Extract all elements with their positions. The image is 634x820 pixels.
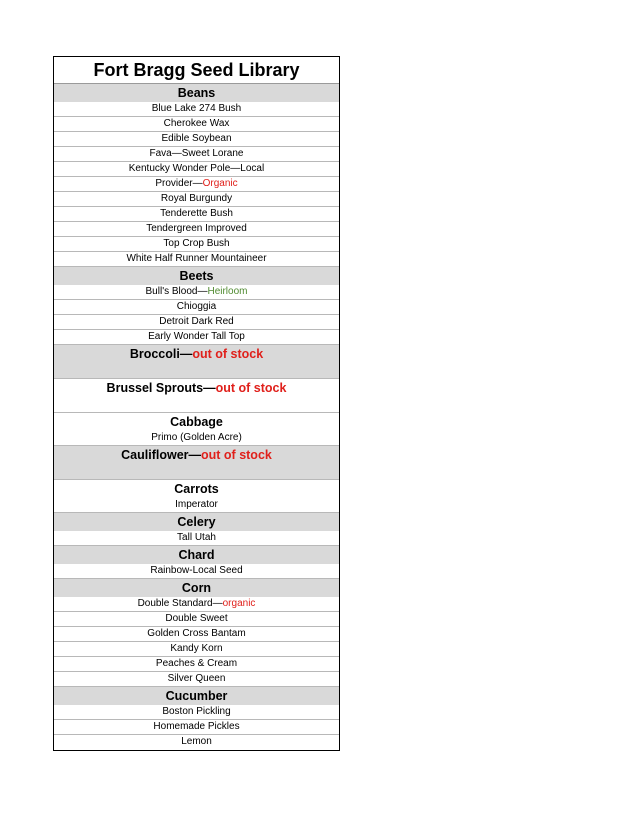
variety-name: Blue Lake 274 Bush	[151, 103, 242, 114]
seed-variety-row	[54, 177, 339, 192]
variety-name: Edible Soybean	[161, 133, 232, 144]
variety-name: Imperator	[175, 499, 218, 510]
seed-variety-row	[54, 627, 339, 642]
variety-name: Royal Burgundy	[160, 193, 233, 204]
seed-variety-row	[54, 720, 339, 735]
variety-name: White Half Runner Mountaineer	[126, 253, 267, 264]
variety-name: Fava—Sweet Lorane	[149, 148, 244, 159]
seed-variety-row	[54, 102, 339, 117]
seed-variety-row	[54, 207, 339, 222]
variety-name: Double Sweet	[165, 613, 228, 624]
category-header	[54, 84, 339, 102]
seed-variety-row	[54, 315, 339, 330]
seed-variety-row	[54, 222, 339, 237]
variety-name: Detroit Dark Red	[159, 316, 234, 327]
variety-name: Provider—	[155, 178, 203, 189]
category-header	[54, 413, 339, 431]
variety-note: Organic	[202, 178, 238, 189]
category-name: Cucumber	[165, 689, 228, 703]
category-header	[54, 687, 339, 705]
category-name: Celery	[177, 515, 216, 529]
category-name: Corn	[181, 581, 212, 595]
seed-variety-row	[54, 330, 339, 345]
empty-row	[54, 465, 339, 480]
seed-variety-row	[54, 597, 339, 612]
variety-name: Rainbow-Local Seed	[150, 565, 243, 576]
category-header	[54, 446, 339, 465]
category-name: Chard	[178, 548, 215, 562]
category-name: Beets	[179, 269, 214, 283]
seed-variety-row	[54, 498, 339, 513]
seed-variety-row	[54, 612, 339, 627]
seed-variety-row	[54, 162, 339, 177]
category-name: Broccoli—	[129, 347, 193, 361]
empty-row	[54, 364, 339, 379]
category-header	[54, 579, 339, 597]
seed-list-sheet	[53, 56, 340, 751]
variety-name: Bull's Blood—	[145, 286, 208, 297]
category-header	[54, 546, 339, 564]
seed-variety-row	[54, 252, 339, 267]
variety-name: Top Crop Bush	[163, 238, 230, 249]
variety-note: Heirloom	[207, 286, 248, 297]
category-header	[54, 480, 339, 498]
seed-list	[54, 84, 339, 750]
seed-variety-row	[54, 300, 339, 315]
out-of-stock-label: out of stock	[215, 381, 287, 395]
category-name: Cabbage	[170, 415, 223, 429]
category-name: Beans	[177, 86, 216, 100]
out-of-stock-label: out of stock	[201, 448, 272, 462]
variety-name: Kandy Korn	[170, 643, 223, 654]
variety-name: Chioggia	[176, 301, 217, 312]
variety-name: Cherokee Wax	[163, 118, 230, 129]
variety-name: Early Wonder Tall Top	[148, 331, 245, 342]
page-title: Fort Bragg Seed Library	[54, 57, 339, 84]
seed-variety-row	[54, 705, 339, 720]
seed-variety-row	[54, 147, 339, 162]
seed-variety-row	[54, 531, 339, 546]
category-name: Brussel Sprouts—	[106, 381, 216, 395]
category-header	[54, 267, 339, 285]
variety-name: Golden Cross Bantam	[147, 628, 246, 639]
seed-variety-row	[54, 735, 339, 750]
seed-variety-row	[54, 117, 339, 132]
category-name: Carrots	[174, 482, 219, 496]
seed-variety-row	[54, 564, 339, 579]
variety-name: Primo (Golden Acre)	[151, 432, 242, 443]
seed-variety-row	[54, 285, 339, 300]
empty-row	[54, 398, 339, 413]
variety-name: Tendergreen Improved	[146, 223, 247, 234]
variety-name: Peaches & Cream	[155, 658, 238, 669]
category-header	[54, 345, 339, 364]
seed-variety-row	[54, 132, 339, 147]
category-name: Cauliflower—	[121, 448, 202, 462]
seed-variety-row	[54, 431, 339, 446]
variety-note: organic	[222, 598, 256, 609]
category-header	[54, 513, 339, 531]
variety-name: Homemade Pickles	[153, 721, 240, 732]
variety-name: Kentucky Wonder Pole—Local	[128, 163, 265, 174]
seed-variety-row	[54, 672, 339, 687]
variety-name: Tall Utah	[177, 532, 216, 543]
variety-name: Tenderette Bush	[160, 208, 233, 219]
variety-name: Double Standard—	[137, 598, 223, 609]
variety-name: Silver Queen	[167, 673, 226, 684]
out-of-stock-label: out of stock	[192, 347, 264, 361]
category-header	[54, 379, 339, 398]
variety-name: Boston Pickling	[162, 706, 231, 717]
seed-variety-row	[54, 237, 339, 252]
seed-variety-row	[54, 642, 339, 657]
seed-variety-row	[54, 192, 339, 207]
seed-variety-row	[54, 657, 339, 672]
variety-name: Lemon	[181, 736, 212, 747]
